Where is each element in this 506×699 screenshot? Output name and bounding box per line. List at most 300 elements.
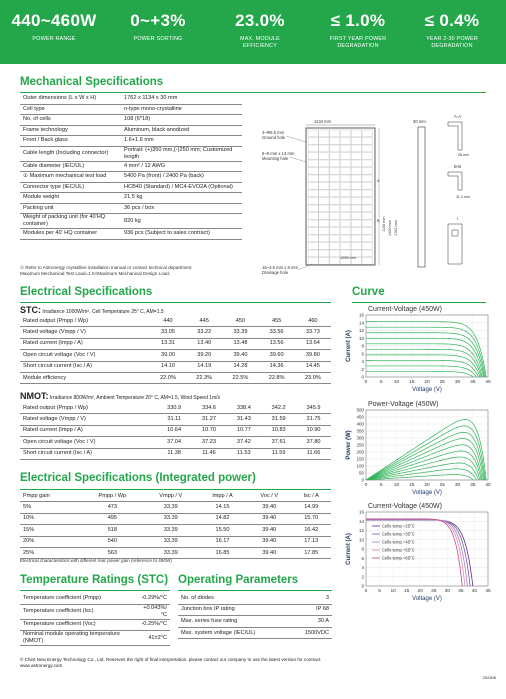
table-row: [20, 182, 242, 193]
y-axis-label: Power (W): [346, 430, 352, 460]
table-cell: 39.40: [247, 513, 291, 524]
ground-hole-dim: 4~Φ5.5 mm: [262, 130, 285, 135]
table-cell: 31.43: [226, 414, 261, 425]
mechanical-title: Mechanical Specifications: [20, 76, 164, 88]
solar-cell: [319, 243, 329, 250]
leader-line: [290, 157, 306, 162]
solar-cell: [330, 228, 340, 235]
solar-cell: [362, 250, 372, 257]
x-tick-label: 20: [424, 483, 430, 488]
solar-cell: [330, 175, 340, 182]
table-cell: Cable length (Including connector): [20, 146, 121, 161]
table-cell: 39.40: [247, 547, 291, 558]
table-cell: Packing unit: [20, 203, 121, 214]
table-cell: 450: [222, 316, 258, 327]
solar-cell: [308, 235, 318, 242]
table-row: [20, 631, 170, 646]
solar-cell: [319, 190, 329, 197]
mount-hole-dim: 8~9 mm x 14 mm: [262, 151, 295, 156]
temperature-title: Temperature Ratings (STC): [20, 574, 169, 586]
table-cell: 14.19: [186, 361, 222, 372]
table-cell: 14.36: [259, 361, 295, 372]
table-cell: 3: [290, 593, 332, 604]
series-line: [366, 360, 479, 377]
header-cell: Isc / A: [291, 491, 331, 502]
table-cell: 39.40: [222, 350, 258, 361]
banner-value: 0~+3%: [130, 11, 186, 30]
y-axis-label: Current (A): [346, 533, 352, 565]
table-cell: Front / Back glass: [20, 136, 121, 147]
solar-cell: [362, 258, 372, 265]
section-bb-profile: [448, 172, 462, 190]
solar-cell: [340, 235, 350, 242]
solar-cell: [330, 190, 340, 197]
legend-label: Cells temp.=35°C: [382, 531, 415, 537]
solar-cell: [351, 160, 361, 167]
y-tick-label: 150: [356, 456, 364, 462]
table-cell: 31.11: [157, 414, 192, 425]
table-cell: 39.40: [247, 536, 291, 547]
solar-cell: [319, 220, 329, 227]
table-cell: 39.40: [247, 525, 291, 536]
divider: [178, 590, 332, 591]
table-cell: Weight of packing unit (for 40'HQ container): [20, 214, 121, 229]
solar-cell: [340, 228, 350, 235]
table-cell: 13.48: [222, 338, 258, 349]
solar-cell: [319, 138, 329, 145]
website-link[interactable]: www.astronergy.com: [20, 663, 63, 668]
y-tick-label: 12: [358, 328, 364, 333]
solar-cell: [340, 190, 350, 197]
solar-cell: [330, 235, 340, 242]
x-tick-label: 0: [364, 380, 368, 385]
y-tick-label: 450: [356, 414, 364, 420]
table-cell: 22.8%: [259, 372, 295, 383]
x-tick-label: 10: [393, 483, 400, 488]
solar-cell: [362, 243, 372, 250]
x-tick-label: 20: [424, 380, 430, 385]
section-aa: A-A: [454, 114, 461, 119]
table-cell: 39.60: [259, 350, 295, 361]
table-cell: Open circuit voltage (Voc / V): [20, 437, 157, 448]
table-cell: 345.9: [296, 403, 331, 414]
y-tick-label: 2: [361, 574, 364, 580]
solar-cell: [319, 235, 329, 242]
integrated-table: [20, 491, 331, 559]
table-cell: 25%: [20, 547, 81, 558]
y-tick-label: 10: [358, 537, 364, 543]
table-cell: 5400 Pa (front) / 2400 Pa (back): [121, 172, 242, 183]
banner-power-range: [8, 0, 100, 64]
drain-hole-dim: 16~3.5 mm x 8 mm: [262, 265, 298, 270]
y-tick-label: 14: [358, 320, 364, 326]
table-row: [20, 525, 331, 536]
banner-value: 440~460W: [11, 11, 97, 30]
dim-114: 11.4 mm: [456, 195, 470, 199]
table-cell: 15.70: [291, 513, 331, 524]
x-tick-label: 35: [458, 589, 464, 594]
solar-cell: [351, 190, 361, 197]
nmot-text: Irradiance 800W/m², Ambient Temperature 20° C, AM=1.5, Wind Speed 1m/s: [49, 395, 221, 401]
table-cell: 14.10: [150, 361, 186, 372]
solar-cell: [362, 213, 372, 220]
table-cell: 14.15: [198, 502, 247, 513]
table-cell: 11.46: [192, 448, 227, 459]
stc-table: [20, 316, 331, 384]
x-tick-label: 25: [439, 380, 445, 385]
table-row: [20, 619, 170, 631]
table-cell: 10.64: [157, 425, 192, 436]
footer: [20, 657, 322, 669]
solar-cell: [351, 168, 361, 175]
y-tick-label: 14: [358, 518, 364, 524]
table-cell: 455: [259, 316, 295, 327]
y-tick-label: 4: [361, 565, 364, 570]
nmot-table: [20, 403, 331, 460]
table-cell: 31.75: [296, 414, 331, 425]
mechanical-table: [20, 94, 242, 240]
table-cell: 338.4: [226, 403, 261, 414]
solar-cell: [330, 138, 340, 145]
solar-cell: [319, 153, 329, 160]
table-row: [20, 214, 242, 229]
header-banner: [0, 0, 506, 64]
solar-cell: [330, 258, 340, 265]
legend-label: Cells temp.=45°C: [382, 539, 415, 545]
y-tick-label: 16: [358, 509, 364, 515]
table-cell: Junction box IP rating: [178, 604, 290, 616]
table-row: [20, 203, 242, 214]
divider: [20, 590, 170, 591]
table-cell: 445: [186, 316, 222, 327]
nmot-label: NMOT:: [20, 391, 49, 401]
document-code: 202406: [482, 675, 496, 680]
solar-cell: [330, 250, 340, 257]
temperature-table: [20, 593, 170, 646]
copyright-text: © Chint New Energy Technology Co., Ltd. Reserves the right of final interpretation. please contact our company to use the latest version for contract.: [20, 657, 322, 662]
solar-cell: [340, 175, 350, 182]
x-tick-label: 30: [454, 380, 461, 385]
table-cell: 820 kg: [121, 214, 242, 229]
header-cell: Pmpp / Wp: [81, 491, 144, 502]
solar-cell: [351, 220, 361, 227]
dim-depth: 30 mm: [413, 119, 426, 124]
leader-line: [286, 136, 306, 142]
solar-cell: [351, 183, 361, 190]
y-tick-label: 6: [361, 555, 364, 561]
chart-title: Current-Voltage (450W): [368, 306, 442, 313]
table-row: [20, 125, 242, 136]
side-profile: [418, 127, 425, 267]
solar-cell: [362, 168, 372, 175]
legend-label: Cells temp.=65°C: [382, 555, 415, 561]
x-tick-label: 5: [379, 483, 383, 488]
operating-title: Operating Parameters: [178, 574, 299, 586]
table-cell: 16.85: [198, 547, 247, 558]
table-cell: 37.42: [226, 437, 261, 448]
table-row: [20, 425, 331, 436]
x-tick-label: 35: [470, 483, 476, 488]
note-line: ① Refer to Astronergy crystalline installation manual or contact technical department.: [20, 265, 193, 270]
table-cell: No. of cells: [20, 115, 121, 126]
y-tick-label: 16: [358, 312, 364, 318]
solar-cell: [308, 175, 318, 182]
table-cell: 15.50: [198, 525, 247, 536]
table-cell: 39.80: [295, 350, 331, 361]
table-cell: 33.39: [144, 525, 198, 536]
stc-condition: [20, 305, 164, 315]
table-cell: 473: [81, 502, 144, 513]
solar-cell: [330, 160, 340, 167]
table-cell: 39.00: [150, 350, 186, 361]
table-row: [20, 115, 242, 126]
divider: [20, 92, 486, 93]
table-row: [20, 172, 242, 183]
table-cell: 31.59: [261, 414, 296, 425]
table-cell: 10.77: [226, 425, 261, 436]
y-tick-label: 0: [361, 374, 364, 380]
series-line: [366, 475, 473, 480]
solar-cell: [330, 220, 340, 227]
table-cell: 5%: [20, 502, 81, 513]
table-cell: 10.83: [261, 425, 296, 436]
electrical-title: Electrical Specifications: [20, 286, 153, 298]
header-cell: Pmpp gain: [20, 491, 81, 502]
table-cell: 540: [81, 536, 144, 547]
table-cell: 13.40: [186, 338, 222, 349]
header-cell: Vmpp / V: [144, 491, 198, 502]
dim-1762: 1762 mm: [394, 220, 398, 236]
solar-cell: [362, 190, 372, 197]
table-cell: No. of diodes: [178, 593, 290, 604]
table-cell: 330.9: [157, 403, 192, 414]
table-cell: Rated current (Impp / A): [20, 425, 157, 436]
solar-cell: [340, 243, 350, 250]
table-row: [20, 94, 242, 104]
table-cell: 17.85: [291, 547, 331, 558]
y-tick-label: 200: [356, 449, 364, 455]
table-cell: Cell type: [20, 104, 121, 115]
y-tick-label: 8: [361, 546, 364, 552]
table-cell: 33.22: [186, 327, 222, 338]
table-cell: 14.28: [222, 361, 258, 372]
table-cell: 936 pcs (Subject to sales contract): [121, 229, 242, 240]
drain-hole-label: Drainage hole: [262, 270, 289, 275]
solar-cell: [319, 160, 329, 167]
solar-cell: [340, 138, 350, 145]
x-tick-label: 10: [393, 380, 400, 385]
table-cell: 10%: [20, 513, 81, 524]
solar-cell: [362, 183, 372, 190]
banner-value: ≤ 0.4%: [424, 11, 480, 30]
table-cell: 31.27: [192, 414, 227, 425]
y-tick-label: 4: [361, 359, 364, 364]
table-cell: Aluminum, black anodized: [121, 125, 242, 136]
table-row: [20, 403, 331, 414]
x-tick-label: 15: [409, 380, 415, 385]
x-axis-label: Voltage (V): [412, 490, 442, 496]
solar-cell: [330, 168, 340, 175]
dim-1098: 1098 mm: [340, 256, 356, 260]
table-cell: Module efficiency: [20, 372, 150, 383]
banner-label: FIRST YEAR POWER DEGRADATION: [329, 36, 387, 49]
table-cell: 11.38: [157, 448, 192, 459]
table-row: [20, 104, 242, 115]
module-drawing: [258, 112, 494, 282]
table-cell: 30 A: [290, 616, 332, 628]
solar-cell: [308, 198, 318, 205]
x-tick-label: 25: [431, 589, 437, 594]
legend-label: Cells temp.=25°C: [382, 523, 415, 529]
table-cell: 10.90: [296, 425, 331, 436]
banner-label: MAX. MODULE EFFICIENCY: [240, 36, 280, 49]
table-cell: Rated output (Pmpp / Wp): [20, 316, 150, 327]
solar-cell: [308, 145, 318, 152]
table-cell: Short circuit current (Isc / A): [20, 361, 150, 372]
solar-cell: [308, 190, 318, 197]
solar-cell: [330, 198, 340, 205]
table-cell: 14.82: [198, 513, 247, 524]
solar-cell: [351, 243, 361, 250]
solar-cell: [330, 130, 340, 137]
legend-label: Cells temp.=55°C: [382, 547, 415, 553]
solar-cell: [319, 145, 329, 152]
series-line: [366, 445, 482, 480]
solar-cell: [330, 153, 340, 160]
table-cell: 23.0%: [295, 372, 331, 383]
x-tick-label: 20: [417, 589, 423, 594]
solar-cell: [319, 250, 329, 257]
table-cell: 334.6: [192, 403, 227, 414]
table-cell: 33.39: [144, 513, 198, 524]
table-cell: 22.3%: [186, 372, 222, 383]
x-tick-label: 0: [364, 589, 368, 594]
leader-line: [298, 264, 312, 270]
table-cell: 4 mm² / 12 AWG: [121, 161, 242, 172]
table-row: [178, 604, 332, 616]
x-tick-label: 35: [470, 380, 476, 385]
table-cell: 16.42: [291, 525, 331, 536]
solar-cell: [308, 213, 318, 220]
table-cell: 14.99: [291, 502, 331, 513]
y-tick-label: 400: [356, 421, 364, 427]
table-cell: n-type mono-crystalline: [121, 104, 242, 115]
solar-cell: [340, 130, 350, 137]
solar-cell: [351, 198, 361, 205]
curve-title: Curve: [352, 286, 385, 298]
solar-cell: [340, 153, 350, 160]
y-tick-label: 250: [356, 442, 364, 448]
table-cell: 460: [295, 316, 331, 327]
table-cell: 33.05: [150, 327, 186, 338]
solar-cell: [330, 205, 340, 212]
dim-width: 1134 mm: [314, 119, 332, 124]
x-tick-label: 0: [364, 483, 368, 488]
table-cell: 33.39: [144, 547, 198, 558]
solar-cell: [319, 198, 329, 205]
table-cell: 563: [81, 547, 144, 558]
divider: [20, 302, 331, 303]
table-cell: 495: [81, 513, 144, 524]
banner-value: 23.0%: [235, 11, 285, 30]
table-cell: 16.17: [198, 536, 247, 547]
solar-cell: [362, 228, 372, 235]
mechanical-note: [20, 265, 270, 276]
table-row: [20, 229, 242, 240]
table-row: [20, 161, 242, 172]
nmot-condition: [20, 391, 220, 401]
banner-value: ≤ 1.0%: [330, 11, 386, 30]
table-header-row: [20, 491, 331, 502]
solar-cell: [308, 228, 318, 235]
solar-cell: [308, 138, 318, 145]
solar-cell: [351, 153, 361, 160]
solar-cell: [319, 228, 329, 235]
table-row: [20, 136, 242, 147]
chart-title: Current-Voltage (450W): [368, 503, 442, 510]
y-tick-label: 0: [361, 583, 364, 589]
banner-label: POWER SORTING: [133, 36, 183, 42]
solar-cell: [340, 183, 350, 190]
y-tick-label: 350: [356, 428, 364, 434]
banner-label: YEAR 2-30 POWER DEGRADATION: [426, 36, 478, 49]
solar-cell: [351, 228, 361, 235]
divider: [20, 489, 331, 490]
solar-cell: [319, 183, 329, 190]
table-row: [20, 414, 331, 425]
x-tick-label: 5: [379, 380, 383, 385]
x-tick-label: 40: [485, 380, 491, 385]
solar-cell: [330, 145, 340, 152]
table-cell: Short circuit current (Isc / A): [20, 448, 157, 459]
table-cell: Max. system voltage (IEC/UL): [178, 627, 290, 639]
table-row: [20, 338, 331, 349]
section-aa-profile: [448, 122, 462, 150]
pv-chart: [342, 398, 500, 496]
y-tick-label: 100: [356, 463, 364, 469]
table-row: [20, 448, 331, 459]
solar-cell: [308, 183, 318, 190]
table-cell: Rated output (Pmpp / Wp): [20, 403, 157, 414]
table-cell: 33.56: [259, 327, 295, 338]
table-cell: ① Maximum mechanical test load: [20, 172, 121, 183]
table-cell: Rated voltage (Vmpp / V): [20, 414, 157, 425]
solar-cell: [362, 160, 372, 167]
table-cell: 13.56: [259, 338, 295, 349]
operating-table: [178, 593, 332, 639]
table-cell: IP 68: [290, 604, 332, 616]
x-tick-label: 10: [390, 589, 396, 594]
table-cell: Cable diameter (IEC/UL): [20, 161, 121, 172]
table-cell: 36 pcs / box: [121, 203, 242, 214]
iv-chart: [342, 303, 500, 393]
solar-cell: [340, 160, 350, 167]
solar-cell: [362, 153, 372, 160]
table-cell: Module weight: [20, 193, 121, 204]
table-cell: 21.5 kg: [121, 193, 242, 204]
table-cell: 39.40: [247, 502, 291, 513]
solar-cell: [351, 145, 361, 152]
header-cell: Voc / V: [247, 491, 291, 502]
table-cell: Connector type (IEC/UL): [20, 182, 121, 193]
table-cell: Rated current (Impp / A): [20, 338, 150, 349]
table-row: [20, 593, 170, 604]
table-cell: -0.29%/°C: [135, 593, 170, 604]
table-cell: 37.61: [261, 437, 296, 448]
solar-cell: [330, 183, 340, 190]
section-bb: B-B: [454, 164, 461, 169]
banner-label: POWER RANGE: [32, 36, 76, 42]
